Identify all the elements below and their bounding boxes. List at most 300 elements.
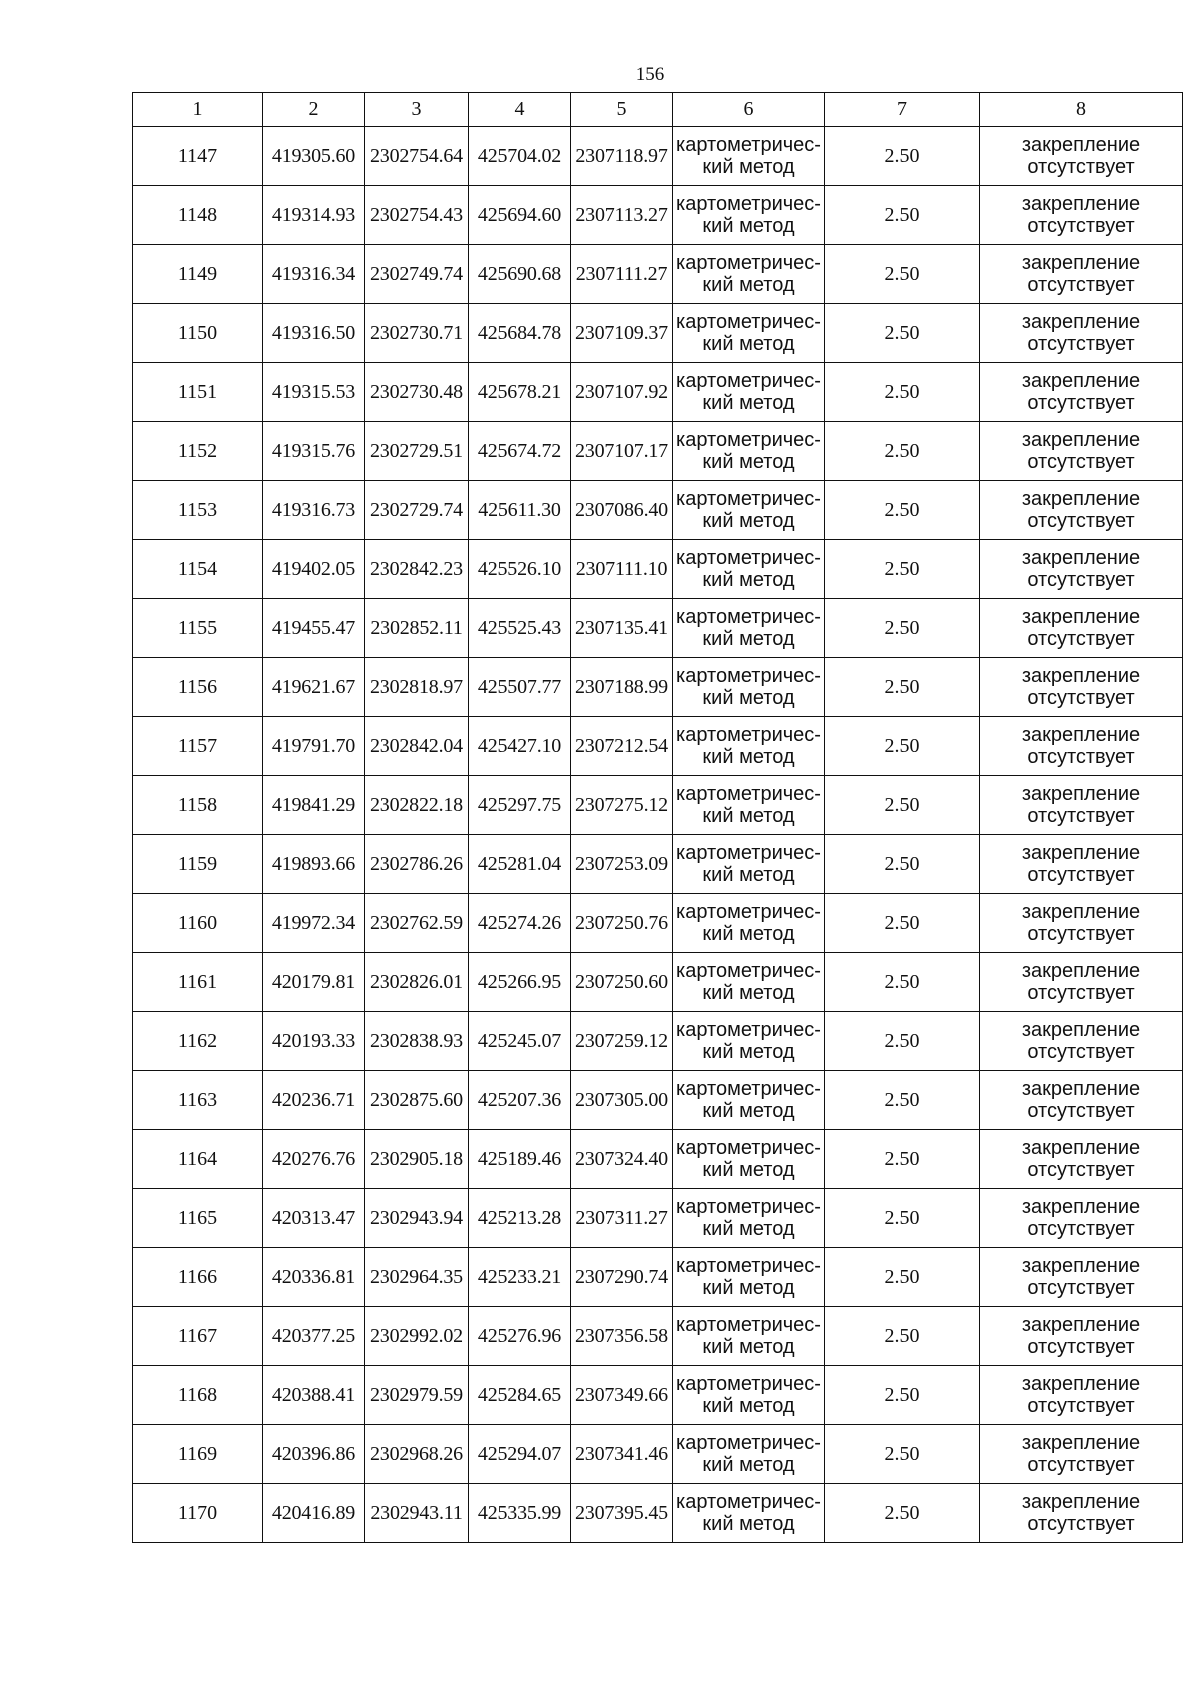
method-line-2: кий метод (702, 451, 795, 473)
coordinate-cell-col5: 2307395.45 (571, 1484, 673, 1543)
method-line-1: картометричес- (676, 488, 821, 510)
accuracy-cell: 2.50 (825, 894, 980, 953)
method-cell (673, 1484, 825, 1543)
table-row (133, 422, 1183, 481)
coordinate-cell-col4: 425233.21 (469, 1248, 571, 1307)
fixation-line-1: закрепление (1021, 1196, 1141, 1218)
fixation-cell (980, 953, 1183, 1012)
fixation-line-2: отсутствует (1027, 451, 1135, 473)
coordinate-cell-col4: 425294.07 (469, 1425, 571, 1484)
method-line-2: кий метод (702, 1395, 795, 1417)
point-number-cell: 1170 (133, 1484, 263, 1543)
coordinate-cell-col5: 2307109.37 (571, 304, 673, 363)
coordinate-cell-col4: 425611.30 (469, 481, 571, 540)
method-line-2: кий метод (702, 156, 795, 178)
coordinate-cell-col3: 2302842.23 (365, 540, 469, 599)
fixation-cell (980, 304, 1183, 363)
fixation-cell (980, 1189, 1183, 1248)
fixation-line-2: отсутствует (1027, 1100, 1135, 1122)
coordinate-cell-col5: 2307250.60 (571, 953, 673, 1012)
method-line-1: картометричес- (676, 1255, 821, 1277)
method-cell (673, 1307, 825, 1366)
accuracy-cell: 2.50 (825, 1012, 980, 1071)
point-number-cell: 1165 (133, 1189, 263, 1248)
coordinate-cell-col5: 2307341.46 (571, 1425, 673, 1484)
method-line-1: картометричес- (676, 547, 821, 569)
method-line-1: картометричес- (676, 783, 821, 805)
fixation-line-1: закрепление (1021, 1373, 1141, 1395)
column-header: 7 (825, 93, 980, 127)
fixation-line-1: закрепление (1021, 1255, 1141, 1277)
column-header: 2 (263, 93, 365, 127)
method-line-1: картометричес- (676, 1491, 821, 1513)
point-number-cell: 1161 (133, 953, 263, 1012)
fixation-line-1: закрепление (1021, 1137, 1141, 1159)
method-line-1: картометричес- (676, 370, 821, 392)
method-line-2: кий метод (702, 864, 795, 886)
method-line-1: картометричес- (676, 252, 821, 274)
coordinate-cell-col5: 2307324.40 (571, 1130, 673, 1189)
method-line-1: картометричес- (676, 193, 821, 215)
coordinate-cell-col5: 2307212.54 (571, 717, 673, 776)
coordinate-cell-col4: 425526.10 (469, 540, 571, 599)
coordinate-cell-col3: 2302822.18 (365, 776, 469, 835)
coordinate-cell-col3: 2302964.35 (365, 1248, 469, 1307)
coordinate-cell-col3: 2302730.48 (365, 363, 469, 422)
coordinate-cell-col2: 420336.81 (263, 1248, 365, 1307)
method-cell (673, 599, 825, 658)
method-line-2: кий метод (702, 982, 795, 1004)
accuracy-cell: 2.50 (825, 540, 980, 599)
table-row (133, 1484, 1183, 1543)
coordinate-cell-col5: 2307135.41 (571, 599, 673, 658)
coordinate-cell-col4: 425525.43 (469, 599, 571, 658)
coordinate-cell-col4: 425266.95 (469, 953, 571, 1012)
table-row (133, 127, 1183, 186)
fixation-line-1: закрепление (1021, 1314, 1141, 1336)
coordinate-cell-col4: 425335.99 (469, 1484, 571, 1543)
coordinate-cell-col2: 419893.66 (263, 835, 365, 894)
point-number-cell: 1155 (133, 599, 263, 658)
point-number-cell: 1148 (133, 186, 263, 245)
coordinate-cell-col3: 2302729.74 (365, 481, 469, 540)
coordinate-cell-col2: 420388.41 (263, 1366, 365, 1425)
coordinate-cell-col2: 419841.29 (263, 776, 365, 835)
coordinate-cell-col2: 420416.89 (263, 1484, 365, 1543)
fixation-line-1: закрепление (1021, 370, 1141, 392)
point-number-cell: 1163 (133, 1071, 263, 1130)
coordinate-cell-col5: 2307113.27 (571, 186, 673, 245)
fixation-line-2: отсутствует (1027, 1454, 1135, 1476)
coordinate-cell-col4: 425276.96 (469, 1307, 571, 1366)
method-cell (673, 363, 825, 422)
accuracy-cell: 2.50 (825, 658, 980, 717)
method-cell (673, 1130, 825, 1189)
header-row (133, 93, 1183, 127)
coordinate-cell-col2: 420179.81 (263, 953, 365, 1012)
coordinate-cell-col2: 420396.86 (263, 1425, 365, 1484)
coordinate-cell-col3: 2302786.26 (365, 835, 469, 894)
coordinate-cell-col5: 2307107.17 (571, 422, 673, 481)
method-line-2: кий метод (702, 687, 795, 709)
column-header: 1 (133, 93, 263, 127)
method-cell (673, 422, 825, 481)
point-number-cell: 1147 (133, 127, 263, 186)
fixation-line-1: закрепление (1021, 429, 1141, 451)
fixation-line-2: отсутствует (1027, 1277, 1135, 1299)
coordinate-cell-col2: 419791.70 (263, 717, 365, 776)
point-number-cell: 1150 (133, 304, 263, 363)
accuracy-cell: 2.50 (825, 1307, 980, 1366)
fixation-line-2: отсутствует (1027, 392, 1135, 414)
accuracy-cell: 2.50 (825, 304, 980, 363)
method-cell (673, 658, 825, 717)
fixation-line-2: отсутствует (1027, 805, 1135, 827)
table-row (133, 717, 1183, 776)
accuracy-cell: 2.50 (825, 245, 980, 304)
table-row (133, 245, 1183, 304)
accuracy-cell: 2.50 (825, 186, 980, 245)
coordinate-cell-col3: 2302826.01 (365, 953, 469, 1012)
method-cell (673, 894, 825, 953)
fixation-cell (980, 1366, 1183, 1425)
column-header: 3 (365, 93, 469, 127)
fixation-line-2: отсутствует (1027, 628, 1135, 650)
point-number-cell: 1159 (133, 835, 263, 894)
method-line-2: кий метод (702, 569, 795, 591)
coordinate-cell-col3: 2302943.11 (365, 1484, 469, 1543)
method-cell (673, 776, 825, 835)
point-number-cell: 1153 (133, 481, 263, 540)
fixation-line-2: отсутствует (1027, 156, 1135, 178)
method-line-2: кий метод (702, 1277, 795, 1299)
method-line-2: кий метод (702, 1454, 795, 1476)
fixation-line-2: отсутствует (1027, 864, 1135, 886)
fixation-cell (980, 835, 1183, 894)
point-number-cell: 1167 (133, 1307, 263, 1366)
point-number-cell: 1157 (133, 717, 263, 776)
coordinate-cell-col3: 2302905.18 (365, 1130, 469, 1189)
method-cell (673, 953, 825, 1012)
fixation-line-1: закрепление (1021, 606, 1141, 628)
table-row (133, 1012, 1183, 1071)
method-cell (673, 1189, 825, 1248)
coordinate-cell-col4: 425427.10 (469, 717, 571, 776)
method-line-1: картометричес- (676, 606, 821, 628)
fixation-line-2: отсутствует (1027, 1513, 1135, 1535)
table-row (133, 1425, 1183, 1484)
coordinate-cell-col3: 2302749.74 (365, 245, 469, 304)
method-line-1: картометричес- (676, 311, 821, 333)
column-header: 4 (469, 93, 571, 127)
fixation-line-2: отсутствует (1027, 1159, 1135, 1181)
table-row (133, 953, 1183, 1012)
fixation-line-2: отсутствует (1027, 687, 1135, 709)
column-header: 8 (980, 93, 1183, 127)
fixation-line-2: отсутствует (1027, 1041, 1135, 1063)
method-line-1: картометричес- (676, 1019, 821, 1041)
fixation-cell (980, 599, 1183, 658)
coordinate-cell-col5: 2307111.27 (571, 245, 673, 304)
method-line-2: кий метод (702, 392, 795, 414)
point-number-cell: 1156 (133, 658, 263, 717)
table-row (133, 1307, 1183, 1366)
coordinate-cell-col4: 425507.77 (469, 658, 571, 717)
fixation-line-1: закрепление (1021, 193, 1141, 215)
accuracy-cell: 2.50 (825, 953, 980, 1012)
table-row (133, 1366, 1183, 1425)
point-number-cell: 1169 (133, 1425, 263, 1484)
fixation-line-1: закрепление (1021, 1078, 1141, 1100)
method-line-2: кий метод (702, 746, 795, 768)
accuracy-cell: 2.50 (825, 1366, 980, 1425)
coordinate-cell-col3: 2302762.59 (365, 894, 469, 953)
fixation-line-1: закрепление (1021, 311, 1141, 333)
fixation-line-2: отсутствует (1027, 923, 1135, 945)
fixation-line-2: отсутствует (1027, 1395, 1135, 1417)
coordinate-cell-col2: 419316.73 (263, 481, 365, 540)
fixation-line-1: закрепление (1021, 901, 1141, 923)
method-line-1: картометричес- (676, 1373, 821, 1395)
coordinate-cell-col4: 425684.78 (469, 304, 571, 363)
method-line-2: кий метод (702, 510, 795, 532)
fixation-cell (980, 186, 1183, 245)
fixation-cell (980, 776, 1183, 835)
fixation-line-1: закрепление (1021, 724, 1141, 746)
method-line-1: картометричес- (676, 134, 821, 156)
fixation-line-2: отсутствует (1027, 569, 1135, 591)
accuracy-cell: 2.50 (825, 363, 980, 422)
coordinate-cell-col2: 419314.93 (263, 186, 365, 245)
coordinate-cell-col3: 2302842.04 (365, 717, 469, 776)
point-number-cell: 1149 (133, 245, 263, 304)
fixation-line-2: отсутствует (1027, 1218, 1135, 1240)
method-cell (673, 186, 825, 245)
method-line-2: кий метод (702, 923, 795, 945)
fixation-line-1: закрепление (1021, 665, 1141, 687)
method-cell (673, 540, 825, 599)
coordinate-cell-col5: 2307356.58 (571, 1307, 673, 1366)
fixation-line-1: закрепление (1021, 842, 1141, 864)
accuracy-cell: 2.50 (825, 717, 980, 776)
coordinate-cell-col4: 425694.60 (469, 186, 571, 245)
fixation-line-2: отсутствует (1027, 510, 1135, 532)
accuracy-cell: 2.50 (825, 481, 980, 540)
point-number-cell: 1158 (133, 776, 263, 835)
fixation-line-1: закрепление (1021, 960, 1141, 982)
table-row (133, 481, 1183, 540)
method-line-2: кий метод (702, 805, 795, 827)
method-line-1: картометричес- (676, 1432, 821, 1454)
point-number-cell: 1166 (133, 1248, 263, 1307)
coordinate-cell-col2: 419402.05 (263, 540, 365, 599)
table-row (133, 1071, 1183, 1130)
table-row (133, 776, 1183, 835)
fixation-cell (980, 422, 1183, 481)
method-cell (673, 1012, 825, 1071)
method-cell (673, 1425, 825, 1484)
accuracy-cell: 2.50 (825, 1189, 980, 1248)
coordinate-cell-col4: 425690.68 (469, 245, 571, 304)
fixation-cell (980, 1130, 1183, 1189)
coordinate-cell-col2: 420193.33 (263, 1012, 365, 1071)
accuracy-cell: 2.50 (825, 1425, 980, 1484)
coordinate-cell-col4: 425274.26 (469, 894, 571, 953)
coordinate-cell-col4: 425213.28 (469, 1189, 571, 1248)
coordinate-cell-col5: 2307275.12 (571, 776, 673, 835)
method-cell (673, 245, 825, 304)
column-header: 5 (571, 93, 673, 127)
fixation-line-2: отсутствует (1027, 746, 1135, 768)
fixation-cell (980, 127, 1183, 186)
coordinate-cell-col4: 425207.36 (469, 1071, 571, 1130)
method-line-1: картометричес- (676, 960, 821, 982)
fixation-cell (980, 363, 1183, 422)
method-line-2: кий метод (702, 1336, 795, 1358)
method-line-2: кий метод (702, 215, 795, 237)
fixation-line-2: отсутствует (1027, 274, 1135, 296)
method-line-1: картометричес- (676, 1196, 821, 1218)
fixation-line-2: отсутствует (1027, 982, 1135, 1004)
method-cell (673, 127, 825, 186)
fixation-line-2: отсутствует (1027, 333, 1135, 355)
fixation-line-1: закрепление (1021, 783, 1141, 805)
coordinate-cell-col5: 2307253.09 (571, 835, 673, 894)
accuracy-cell: 2.50 (825, 835, 980, 894)
coordinate-cell-col4: 425281.04 (469, 835, 571, 894)
method-cell (673, 717, 825, 776)
fixation-cell (980, 245, 1183, 304)
fixation-line-1: закрепление (1021, 1019, 1141, 1041)
fixation-cell (980, 1248, 1183, 1307)
method-line-1: картометричес- (676, 1078, 821, 1100)
method-line-2: кий метод (702, 1513, 795, 1535)
fixation-line-2: отсутствует (1027, 215, 1135, 237)
method-line-1: картометричес- (676, 1137, 821, 1159)
fixation-cell (980, 1071, 1183, 1130)
fixation-line-1: закрепление (1021, 252, 1141, 274)
coordinate-cell-col2: 419316.34 (263, 245, 365, 304)
method-line-2: кий метод (702, 628, 795, 650)
fixation-cell (980, 540, 1183, 599)
coordinate-cell-col3: 2302818.97 (365, 658, 469, 717)
fixation-line-1: закрепление (1021, 1432, 1141, 1454)
table-row (133, 658, 1183, 717)
coordinate-cell-col4: 425678.21 (469, 363, 571, 422)
fixation-cell (980, 1012, 1183, 1071)
coordinate-cell-col5: 2307250.76 (571, 894, 673, 953)
method-cell (673, 1248, 825, 1307)
coordinate-cell-col5: 2307107.92 (571, 363, 673, 422)
method-cell (673, 481, 825, 540)
table-row (133, 1130, 1183, 1189)
fixation-cell (980, 717, 1183, 776)
coordinate-cell-col3: 2302979.59 (365, 1366, 469, 1425)
coordinate-cell-col4: 425189.46 (469, 1130, 571, 1189)
coordinate-cell-col3: 2302968.26 (365, 1425, 469, 1484)
method-line-1: картометричес- (676, 842, 821, 864)
coordinate-cell-col4: 425245.07 (469, 1012, 571, 1071)
point-number-cell: 1152 (133, 422, 263, 481)
accuracy-cell: 2.50 (825, 422, 980, 481)
method-line-1: картометричес- (676, 1314, 821, 1336)
fixation-cell (980, 1425, 1183, 1484)
coordinate-cell-col2: 419315.53 (263, 363, 365, 422)
coordinate-cell-col5: 2307111.10 (571, 540, 673, 599)
table-row (133, 304, 1183, 363)
coordinate-cell-col3: 2302852.11 (365, 599, 469, 658)
accuracy-cell: 2.50 (825, 776, 980, 835)
table-row (133, 1248, 1183, 1307)
method-line-2: кий метод (702, 1218, 795, 1240)
method-line-1: картометричес- (676, 429, 821, 451)
point-number-cell: 1162 (133, 1012, 263, 1071)
method-line-1: картометричес- (676, 724, 821, 746)
fixation-line-2: отсутствует (1027, 1336, 1135, 1358)
coordinate-cell-col2: 420276.76 (263, 1130, 365, 1189)
table-row (133, 599, 1183, 658)
coordinate-cell-col2: 419316.50 (263, 304, 365, 363)
method-line-2: кий метод (702, 1041, 795, 1063)
fixation-line-1: закрепление (1021, 1491, 1141, 1513)
fixation-cell (980, 658, 1183, 717)
table-row (133, 1189, 1183, 1248)
coordinate-cell-col2: 419305.60 (263, 127, 365, 186)
method-line-2: кий метод (702, 333, 795, 355)
method-line-2: кий метод (702, 274, 795, 296)
coordinate-cell-col4: 425284.65 (469, 1366, 571, 1425)
coordinate-cell-col3: 2302729.51 (365, 422, 469, 481)
table-row (133, 540, 1183, 599)
accuracy-cell: 2.50 (825, 1071, 980, 1130)
coordinate-cell-col5: 2307349.66 (571, 1366, 673, 1425)
coordinate-cell-col5: 2307188.99 (571, 658, 673, 717)
coordinate-cell-col3: 2302730.71 (365, 304, 469, 363)
coordinate-cell-col3: 2302754.43 (365, 186, 469, 245)
coordinate-cell-col5: 2307311.27 (571, 1189, 673, 1248)
coordinate-cell-col5: 2307086.40 (571, 481, 673, 540)
method-line-1: картометричес- (676, 665, 821, 687)
fixation-cell (980, 1484, 1183, 1543)
fixation-line-1: закрепление (1021, 547, 1141, 569)
fixation-line-1: закрепление (1021, 488, 1141, 510)
coordinate-cell-col4: 425297.75 (469, 776, 571, 835)
coordinate-cell-col2: 420377.25 (263, 1307, 365, 1366)
coordinate-cell-col4: 425704.02 (469, 127, 571, 186)
table-row (133, 186, 1183, 245)
point-number-cell: 1154 (133, 540, 263, 599)
coordinate-cell-col5: 2307290.74 (571, 1248, 673, 1307)
coordinate-cell-col4: 425674.72 (469, 422, 571, 481)
coordinate-cell-col2: 419621.67 (263, 658, 365, 717)
coordinate-cell-col5: 2307305.00 (571, 1071, 673, 1130)
fixation-line-1: закрепление (1021, 134, 1141, 156)
table-row (133, 894, 1183, 953)
accuracy-cell: 2.50 (825, 1484, 980, 1543)
method-line-2: кий метод (702, 1159, 795, 1181)
point-number-cell: 1151 (133, 363, 263, 422)
coordinate-cell-col2: 419972.34 (263, 894, 365, 953)
accuracy-cell: 2.50 (825, 599, 980, 658)
coordinates-table (132, 92, 1183, 1543)
coordinate-cell-col3: 2302992.02 (365, 1307, 469, 1366)
table-row (133, 363, 1183, 422)
fixation-cell (980, 481, 1183, 540)
method-line-2: кий метод (702, 1100, 795, 1122)
page-number: 156 (635, 64, 665, 85)
accuracy-cell: 2.50 (825, 127, 980, 186)
method-cell (673, 835, 825, 894)
